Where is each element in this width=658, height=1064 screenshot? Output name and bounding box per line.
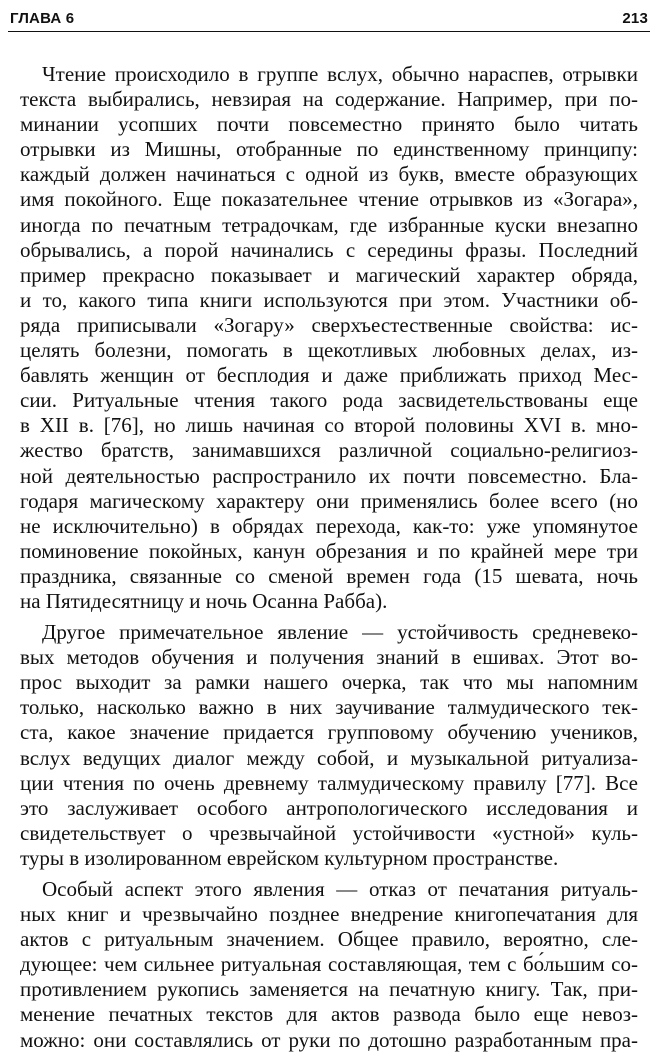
text-line: имя покойного. Еще показательнее чтение отрывков из «Зогара», [20, 187, 638, 212]
text-line: Чтение происходило в группе вслух, обычно нараспев, отрывки [42, 62, 638, 86]
text-line: можно: они составлялись от руки по дотошно разработанным пра- [20, 1027, 638, 1052]
text-line: ной деятельностью распространило их почти повсеместно. Бла- [20, 463, 638, 488]
text-line: на Пятидесятницу и ночь Осанна Рабба). [20, 588, 388, 613]
page-number: 213 [622, 10, 648, 27]
text-line: целять болезни, помогать в щекотливых любовных делах, из- [20, 338, 638, 363]
text-line: вых методов обучения и получения знаний в ешивах. Этот во- [20, 645, 638, 670]
text-line: ряда приписывали «Зогару» сверхъестественные свойства: ис- [20, 312, 638, 337]
text-line: прос выходит за рамки нашего очерка, так что мы напомним [20, 670, 638, 695]
text-line: пример прекрасно показывает и магический характер обряда, [20, 262, 638, 287]
text-line: ных книг и чрезвычайно позднее внедрение книгопечатания для [20, 902, 638, 927]
text-line: актов с ритуальным значением. Общее правило, вероятно, сле- [20, 927, 638, 952]
text-line: обрывались, а порой начинались с середины фразы. Последний [20, 237, 638, 262]
running-header [10, 8, 648, 30]
text-line: сии. Ритуальные чтения такого рода засвидетельствованы еще [20, 388, 638, 413]
text-line: годаря магическому характеру они применялись более всего (но [20, 488, 638, 513]
text-line: свидетельствует о чрезвычайной устойчивости «устной» куль- [20, 820, 638, 845]
text-line: противлением рукопись заменяется на печатную книгу. Так, при- [20, 977, 638, 1002]
text-line: туры в изолированном еврейском культурном пространстве. [20, 845, 559, 870]
text-line: поминовение покойных, канун обрезания и по крайней мере три [20, 538, 638, 563]
text-line: ции чтения по очень древнему талмудическому правилу [77]. Все [20, 770, 638, 795]
text-line: вслух ведущих диалог между собой, и музыкальной ритуализа- [20, 745, 638, 770]
text-line: текста выбирались, невзирая на содержание. Например, при по- [20, 87, 638, 112]
text-line: Другое примечательное явление — устойчивость средневеко- [42, 620, 638, 645]
text-line: это заслуживает особого антропологического исследования и [20, 795, 638, 820]
text-line: только, насколько важно в них заучивание талмудического тек- [20, 695, 638, 720]
text-line: ста, какое значение придается групповому обучению учеников, [20, 720, 638, 745]
text-line: жество братств, занимавшихся различной социально-религиоз- [20, 438, 638, 463]
text-line: бавлять женщин от бесплодия и даже приближать приход Мес- [20, 363, 638, 388]
header-rule [8, 31, 650, 32]
text-line: и то, какого типа книги используются при этом. Участники об- [20, 287, 638, 312]
paragraph [20, 620, 638, 871]
text-line: минании усопших почти повсеместно принято было читать [20, 112, 638, 137]
text-line: дующее: чем сильнее ритуальная составляющая, тем с бо́льшим со- [20, 952, 638, 977]
text-line: праздника, связанные со сменой времен года (15 шевата, ночь [20, 563, 638, 588]
text-line: не исключительно) в обрядах перехода, как-то: уже упомянутое [20, 513, 638, 538]
text-line: менение печатных текстов для актов развода было еще невоз- [20, 1002, 638, 1027]
text-line: иногда по печатным тетрадочкам, где избранные куски внезапно [20, 212, 638, 237]
paragraph [20, 877, 638, 1053]
text-line: каждый должен начинаться с одной из букв, вместе образующих [20, 162, 638, 187]
body-text [20, 62, 638, 1053]
text-line: отрывки из Мишны, отобранные по единственному принципу: [20, 137, 638, 162]
text-line: в XII в. [76], но лишь начиная со второй половины XVI в. мно- [20, 413, 638, 438]
paragraph [20, 62, 638, 614]
chapter-title: ГЛАВА 6 [10, 10, 75, 27]
text-line: Особый аспект этого явления — отказ от печатания ритуаль- [42, 877, 638, 901]
